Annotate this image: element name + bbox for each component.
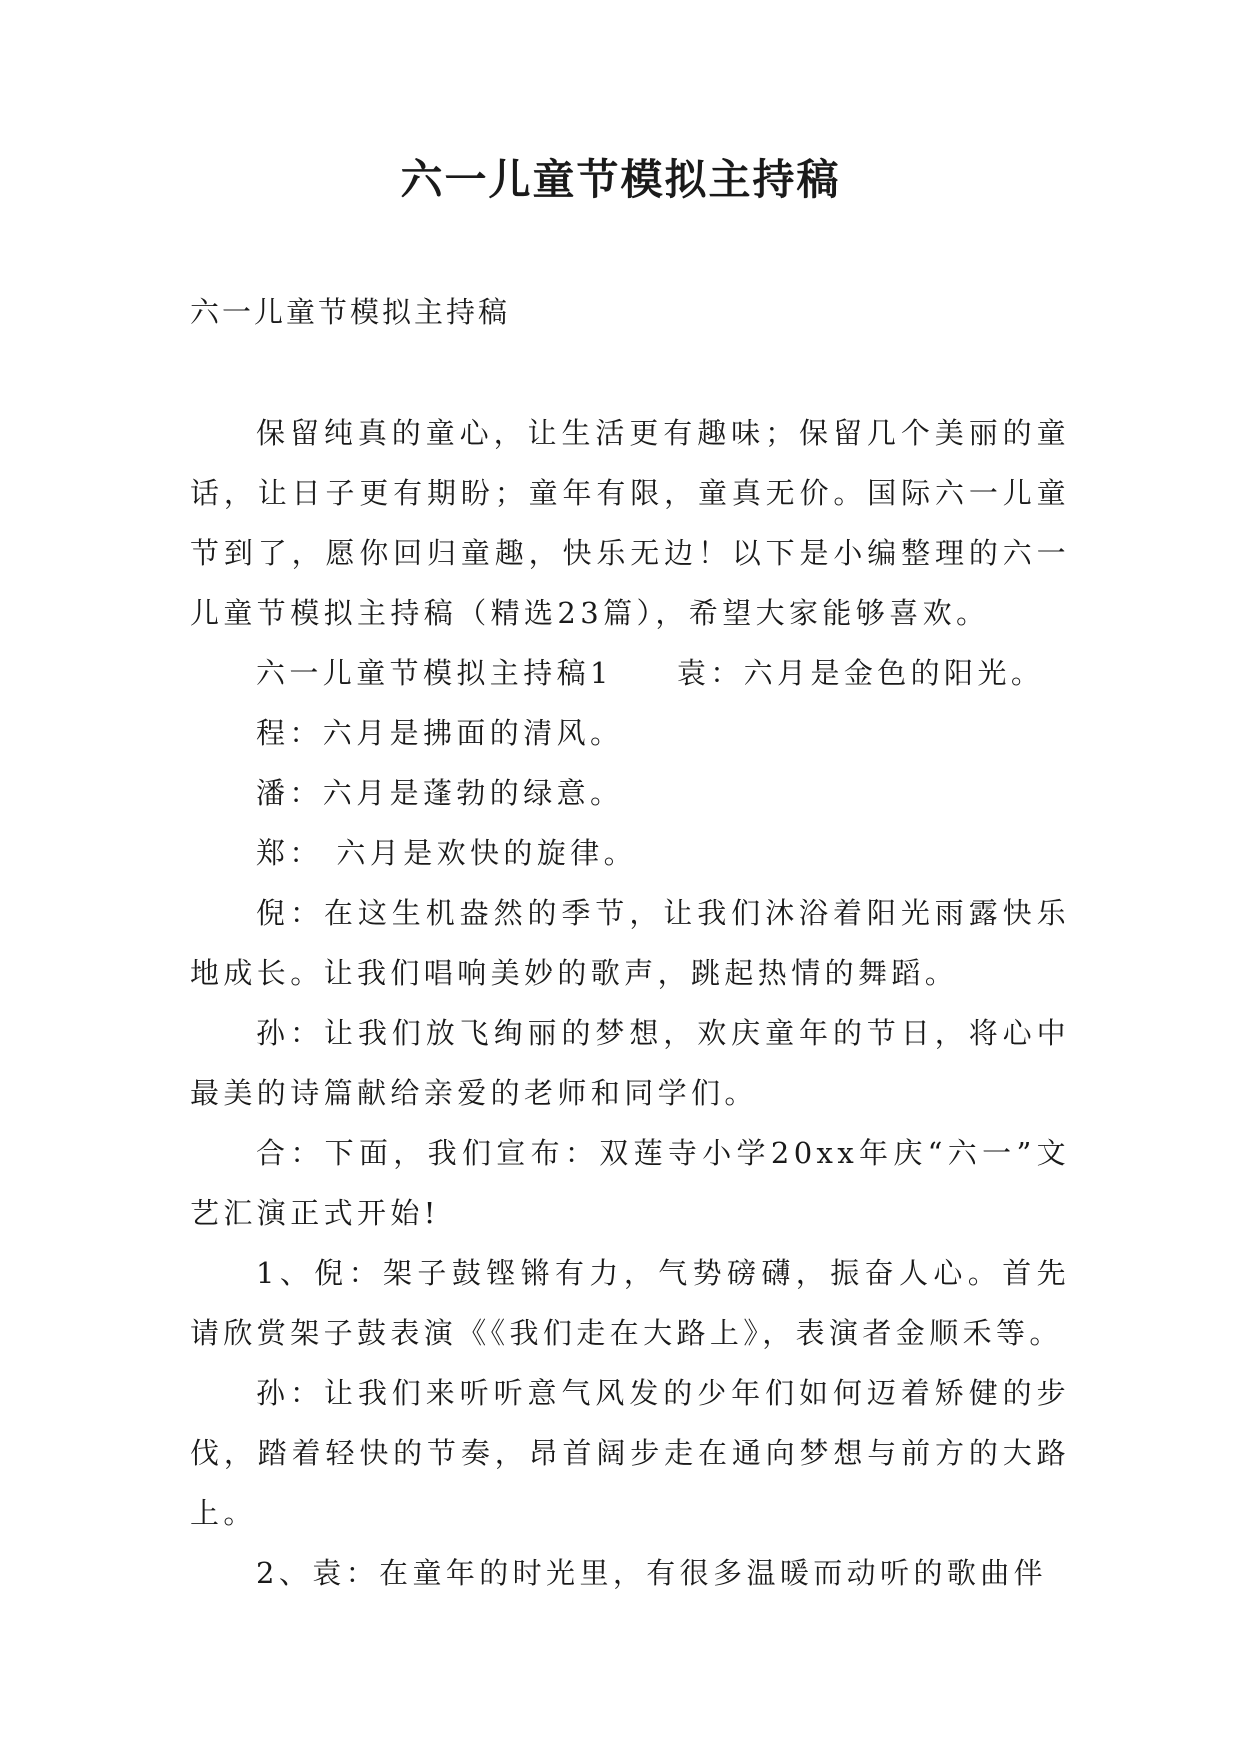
document-body [190, 403, 1070, 1603]
script-line: 倪：在这生机盎然的季节，让我们沐浴着阳光雨露快乐地成长。让我们唱响美妙的歌声，跳起热情的舞蹈。 [190, 896, 1070, 990]
intro-paragraph: 保留纯真的童心，让生活更有趣味；保留几个美丽的童话，让日子更有期盼；童年有限，童真无价。国际六一儿童节到了，愿你回归童趣，快乐无边！以下是小编整理的六一儿童节模拟主持稿（精选23篇），希望大家能够喜欢。 [190, 416, 1070, 630]
script-line: 郑： 六月是欢快的旋律。 [256, 836, 638, 870]
document-title: 六一儿童节模拟主持稿 [400, 155, 841, 204]
script-line: 孙：让我们来听听意气风发的少年们如何迈着矫健的步伐，踏着轻快的节奏，昂首阔步走在通向梦想与前方的大路上。 [190, 1376, 1070, 1530]
script-line: 1、倪：架子鼓铿锵有力，气势磅礴，振奋人心。首先请欣赏架子鼓表演《《我们走在大路上》，表演者金顺禾等。 [190, 1256, 1070, 1350]
section-first-line: 袁：六月是金色的阳光。 [676, 656, 1045, 690]
script-line: 合：下面，我们宣布：双莲寺小学20xx年庆“六一”文艺汇演正式开始! [190, 1136, 1070, 1230]
section-heading-line [190, 643, 1070, 703]
script-line: 2、袁：在童年的时光里，有很多温暖而动听的歌曲伴 [256, 1556, 1048, 1590]
script-line: 程：六月是拂面的清风。 [256, 716, 624, 750]
section-heading: 六一儿童节模拟主持稿1 [256, 656, 613, 690]
script-line: 孙：让我们放飞绚丽的梦想，欢庆童年的节日，将心中最美的诗篇献给亲爱的老师和同学们。 [190, 1016, 1070, 1110]
script-line: 潘：六月是蓬勃的绿意。 [256, 776, 624, 810]
document-subtitle: 六一儿童节模拟主持稿 [190, 295, 511, 329]
